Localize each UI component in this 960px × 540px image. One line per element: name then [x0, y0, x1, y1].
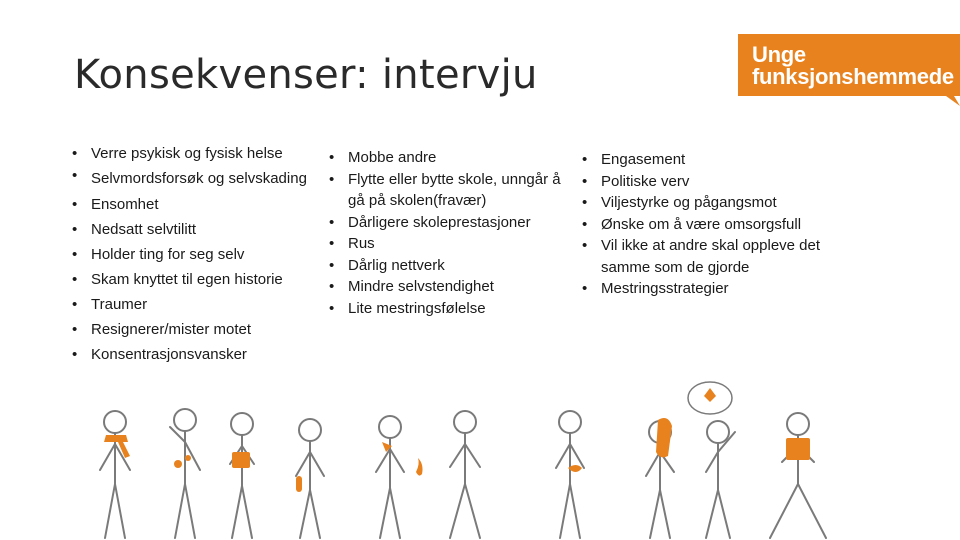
- figure-hands-icon: [556, 411, 584, 538]
- figure-scarf-icon: [100, 411, 130, 538]
- stick-figures-illustration: [70, 372, 940, 540]
- list-item: • Viljestyrke og pågangsmot: [582, 192, 837, 214]
- list-item: • Selvmordsforsøk og selvskading: [72, 168, 317, 186]
- list-item: • Flytte eller bytte skole, unngår å gå på skolen(fravær): [329, 169, 579, 212]
- figure-fire-icon: [376, 416, 423, 538]
- list-item: • Dårlig nettverk: [329, 255, 579, 277]
- consequences-list-1: [72, 143, 317, 369]
- list-item: • Dårligere skoleprestasjoner: [329, 212, 579, 234]
- list-item: • Ensomhet: [72, 194, 317, 215]
- list-item: • Rus: [329, 233, 579, 255]
- list-item: • Nedsatt selvtilitt: [72, 219, 317, 240]
- figure-hunched-icon: [296, 419, 324, 538]
- list-item: • Konsentrasjonsvansker: [72, 344, 317, 365]
- list-item: • Traumer: [72, 294, 317, 315]
- list-item: • Mindre selvstendighet: [329, 276, 579, 298]
- logo-line-2: funksjonshemmede: [752, 64, 954, 89]
- list-item: • Mobbe andre: [329, 147, 579, 169]
- consequences-list-3: [582, 149, 837, 300]
- organization-logo: [738, 34, 960, 98]
- list-item: • Vil ikke at andre skal oppleve det samme som de gjorde: [582, 235, 837, 278]
- list-item: • Lite mestringsfølelse: [329, 298, 579, 320]
- figure-sign-icon: [770, 413, 826, 538]
- figure-ladder-icon: [450, 411, 480, 538]
- list-item: • Resignerer/mister motet: [72, 319, 317, 340]
- list-item: • Ønske om å være omsorgsfull: [582, 214, 837, 236]
- figure-thinking-icon: [170, 409, 200, 538]
- list-item: • Engasement: [582, 149, 837, 171]
- figure-hug-icon: [646, 418, 674, 538]
- figure-tablet-icon: [230, 413, 254, 538]
- slide-title: Konsekvenser: intervju: [74, 52, 538, 98]
- list-item: • Politiske verv: [582, 171, 837, 193]
- figure-dream-icon: [688, 382, 735, 538]
- list-item: • Holder ting for seg selv: [72, 244, 317, 265]
- list-item: • Mestringsstrategier: [582, 278, 837, 300]
- list-item: • Verre psykisk og fysisk helse: [72, 143, 317, 164]
- list-item: • Skam knyttet til egen historie: [72, 269, 317, 290]
- logo-line-1: Unge: [752, 42, 806, 67]
- consequences-list-2: [329, 147, 579, 319]
